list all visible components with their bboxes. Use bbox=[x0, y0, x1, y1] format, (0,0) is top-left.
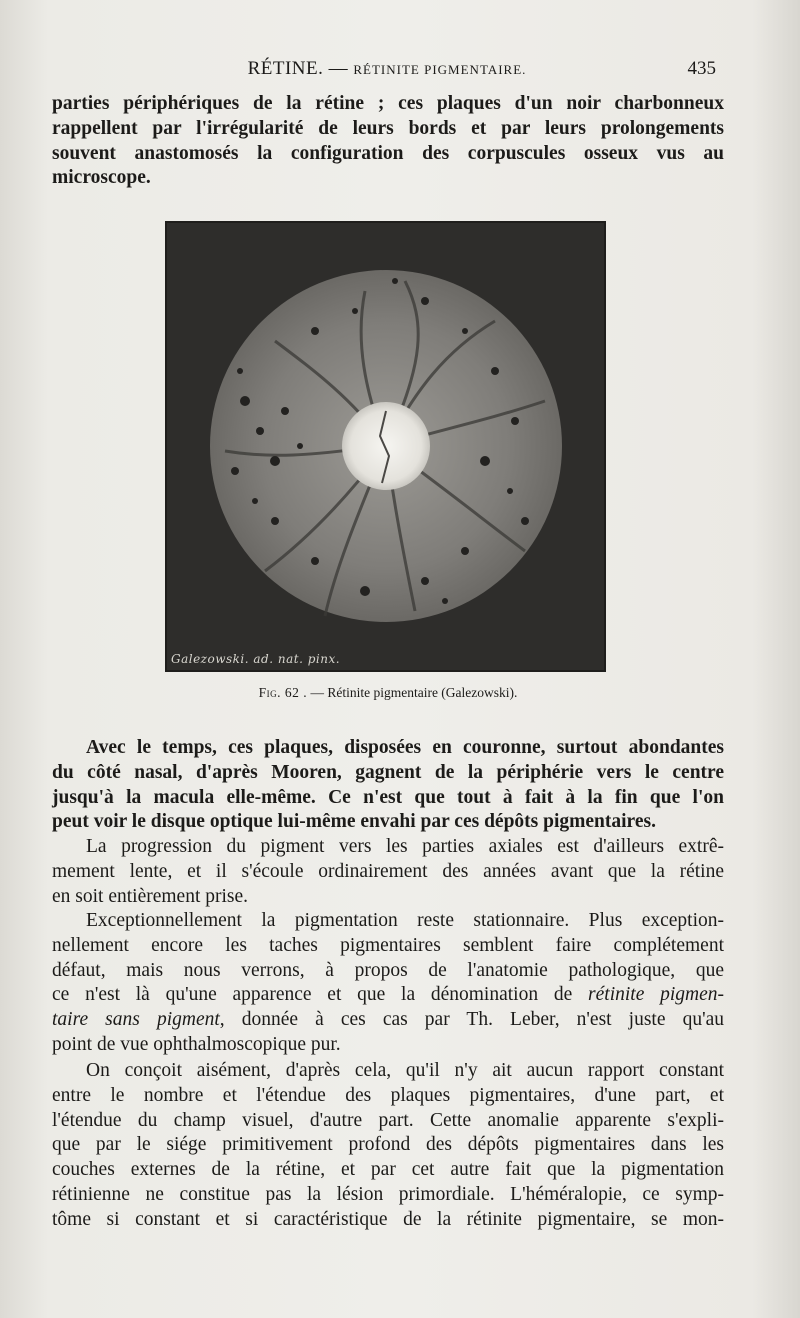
paragraph-4 bbox=[52, 909, 724, 1058]
paragraph-2 bbox=[52, 736, 724, 835]
text-line: point de vue ophthalmoscopique pur. bbox=[52, 1033, 341, 1055]
text-line: que par le siége primitivement profond des dépôts pigmentaires dans les bbox=[52, 1134, 724, 1156]
text-line: Avec le temps, ces plaques, disposées en couronne, surtout abondantes bbox=[86, 737, 724, 758]
paragraph-5 bbox=[52, 1059, 724, 1233]
running-title bbox=[52, 58, 722, 80]
page-number: 435 bbox=[687, 58, 716, 79]
retina-illustration bbox=[165, 221, 606, 672]
text-line: nellement encore les taches pigmentaires semblent faire complétement bbox=[52, 934, 724, 956]
text-line: du côté nasal, d'après Mooren, gagnent de la périphérie vers le centre bbox=[52, 761, 724, 783]
text-line: couches externes de la rétine, et par cet autre fait que la pigmentation bbox=[52, 1159, 724, 1181]
text-line: parties périphériques de la rétine ; ces plaques d'un noir charbonneux bbox=[52, 93, 724, 114]
running-title-main: RÉTINE. — bbox=[247, 58, 349, 79]
text-line: On conçoit aisément, d'après cela, qu'il n'y ait aucun rapport constant bbox=[86, 1060, 724, 1081]
text-line: défaut, mais nous verrons, à propos de l'anatomie pathologique, que bbox=[52, 959, 724, 981]
italic-term: rétinite pigmen- bbox=[588, 984, 725, 1006]
paragraph-3 bbox=[52, 835, 724, 909]
text-line: jusqu'à la macula elle-même. Ce n'est que tout à fait à la fin que l'on bbox=[52, 786, 724, 808]
text-line: en soit entièrement prise. bbox=[52, 885, 249, 907]
running-title-sub: RÉTINITE PIGMENTAIRE. bbox=[353, 62, 527, 77]
artist-signature: Galezowski. ad. nat. pinx. bbox=[171, 652, 341, 666]
italic-term: taire sans pigment bbox=[52, 1009, 220, 1031]
paragraph-1 bbox=[52, 92, 724, 191]
figure-caption bbox=[52, 685, 724, 701]
text-line: microscope. bbox=[52, 167, 151, 189]
text-run: ce n'est là qu'une apparence et que la dénomination de bbox=[52, 984, 589, 1006]
text-line: mement lente, et il s'écoule ordinairement des années avant que la rétine bbox=[52, 860, 724, 882]
text-line: peut voir le disque optique lui-même envahi par ces dépôts pigmentaires. bbox=[52, 811, 656, 833]
text-line: entre le nombre et l'étendue des plaques pigmentaires, d'une part, et bbox=[52, 1084, 724, 1106]
text-line: rappellent par l'irrégularité de leurs bords et par leurs prolongements bbox=[52, 117, 724, 139]
figure-caption-text: — Rétinite pigmentaire (Galezowski). bbox=[310, 685, 518, 700]
text-line bbox=[52, 1008, 724, 1033]
text-line: Exceptionnellement la pigmentation reste stationnaire. Plus exception- bbox=[86, 910, 724, 931]
text-line: tôme si constant et si caractéristique de la rétinite pigmentaire, se mon- bbox=[52, 1208, 724, 1230]
text-line: rétinienne ne constitue pas la lésion primordiale. L'héméralopie, ce symp- bbox=[52, 1183, 724, 1205]
text-run: , donnée à ces cas par Th. Leber, n'est juste qu'au bbox=[219, 1009, 724, 1031]
text-line: souvent anastomosés la configuration des corpuscules osseux vus au bbox=[52, 142, 724, 164]
text-line bbox=[52, 983, 724, 1008]
figure-caption-label: Fig. 62 . bbox=[258, 685, 308, 700]
retina-figure bbox=[165, 221, 606, 672]
text-line: La progression du pigment vers les parties axiales est d'ailleurs extrê- bbox=[86, 836, 724, 857]
text-line: l'étendue du champ visuel, d'autre part. Cette anomalie apparente s'expli- bbox=[52, 1109, 724, 1131]
running-header bbox=[52, 58, 722, 84]
